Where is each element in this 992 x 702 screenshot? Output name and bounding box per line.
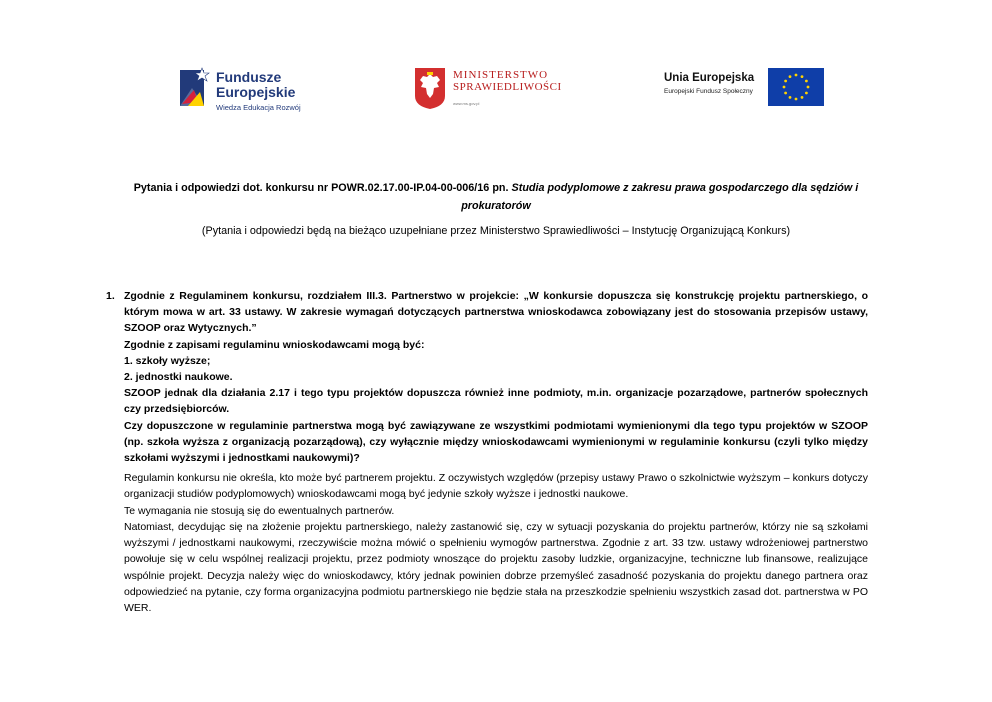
question-number: 1. bbox=[106, 290, 115, 302]
answer-1 bbox=[124, 470, 868, 617]
answer-paragraph: Natomiast, decydując się na złożenie projektu partnerskiego, należy zastanowić się, czy w sytuacji pozyskania do projektu partnerów, którzy nie są szkołami wyższymi / jednostkami naukowymi, rzeczywiście można mówić o spełnieniu wymogów partnerstwa. Zgodnie z art. 33 tzw. ustawy wdrożeniowej partnerstwo powołuje się w celu wspólnej realizacji projektu, przez podmioty wnoszące do projektu zasoby ludzkie, organizacyjne, techniczne lub finansowe, realizujące wspólnie projekt. Decyzja należy więc do wnioskodawcy, który jednak powinien dobrze przemyśleć zasadność pozyskania do projektu danego partnera oraz odpowiedzieć na pytanie, czy forma organizacyjna podmiotu partnerskiego nie będzie stała na przeszkodzie spełnieniu wszystkich zasad dot. partnerstwa w PO WER. bbox=[124, 520, 868, 615]
question-paragraph: Czy dopuszczone w regulaminie partnerstwa mogą być zawiązywane ze wszystkimi podmiotami wymienionymi dla tego typu projektów w SZOOP (np. szkoła wyższa z organizacją pozarządową), czy wyłącznie między wnioskodawcami wymienionymi w regulaminie konkursu (czyli tylko między szkołami wyższymi i jednostkami naukowymi)? bbox=[124, 419, 868, 465]
answer-paragraph: Te wymagania nie stosują się do ewentualnych partnerów. bbox=[124, 504, 395, 517]
subtitle-note: (Pytania i odpowiedzi będą na bieżąco uzupełniane przez Ministerstwo Sprawiedliwości – Instytucję Organizującą Konkurs) bbox=[201, 225, 791, 237]
title-plain: Pytania i odpowiedzi dot. konkursu nr POWR.02.17.00-IP.04-00-006/16 pn. bbox=[133, 182, 512, 194]
white-eagle-emblem-icon bbox=[413, 66, 447, 110]
question-paragraph: SZOOP jednak dla działania 2.17 i tego typu projektów dopuszcza również inne podmioty, m.in. organizacje pozarządowe, partnerów społecznych czy przedsiębiorców. bbox=[124, 387, 868, 416]
ue-logo-name: Unia Europejska bbox=[664, 72, 755, 84]
fe-logo-line1: Fundusze bbox=[216, 69, 282, 85]
title-line-1 bbox=[60, 179, 932, 197]
fe-star-flag-icon bbox=[178, 64, 212, 112]
question-paragraph: Zgodnie z zapisami regulaminu wnioskodawcami mogą być: bbox=[124, 338, 425, 351]
unia-europejska-logo bbox=[664, 68, 824, 108]
question-paragraph: Zgodnie z Regulaminem konkursu, rozdziałem III.3. Partnerstwo w projekcie: „W konkursie dopuszcza się konstrukcję projektu partnerskiego, o którym mowa w art. 33 ustawy. W zakresie wymagań dotyczących partnerstwa wnioskodawca zobowiązany jest do stosowania przepisów ustawy, SZOOP oraz Wytycznych.” bbox=[124, 290, 868, 335]
question-1 bbox=[106, 288, 868, 466]
ms-logo-url: www.ms.gov.pl bbox=[453, 101, 480, 106]
ministerstwo-logo bbox=[413, 66, 583, 118]
fe-logo-line2: Europejskie bbox=[216, 84, 296, 100]
title-italic-part2: prokuratorów bbox=[461, 200, 531, 212]
logo-bar bbox=[0, 60, 992, 120]
ue-logo-sub: Europejski Fundusz Społeczny bbox=[664, 88, 753, 95]
question-list-item: 2. jednostki naukowe. bbox=[124, 371, 233, 384]
fe-logo-sub: Wiedza Edukacja Rozwój bbox=[216, 103, 301, 112]
eu-flag-icon bbox=[768, 68, 824, 106]
fundusze-europejskie-logo bbox=[178, 64, 338, 116]
document-title bbox=[60, 179, 932, 215]
title-italic-part1: Studia podyplomowe z zakresu prawa gospodarczego dla sędziów i bbox=[511, 182, 859, 194]
question-list-item: 1. szkoły wyższe; bbox=[124, 354, 211, 367]
ms-logo-line2: SPRAWIEDLIWOŚCI bbox=[453, 81, 562, 93]
answer-paragraph: Regulamin konkursu nie określa, kto może być partnerem projektu. Z oczywistych względów (przepisy ustawy Prawo o szkolnictwie wyższym – konkurs dotyczy organizacji studiów podyplomowych) wnioskodawcami mogą być jedynie szkoły wyższe i jednostki naukowe. bbox=[124, 472, 868, 501]
ms-logo-line1: MINISTERSTWO bbox=[453, 69, 549, 81]
